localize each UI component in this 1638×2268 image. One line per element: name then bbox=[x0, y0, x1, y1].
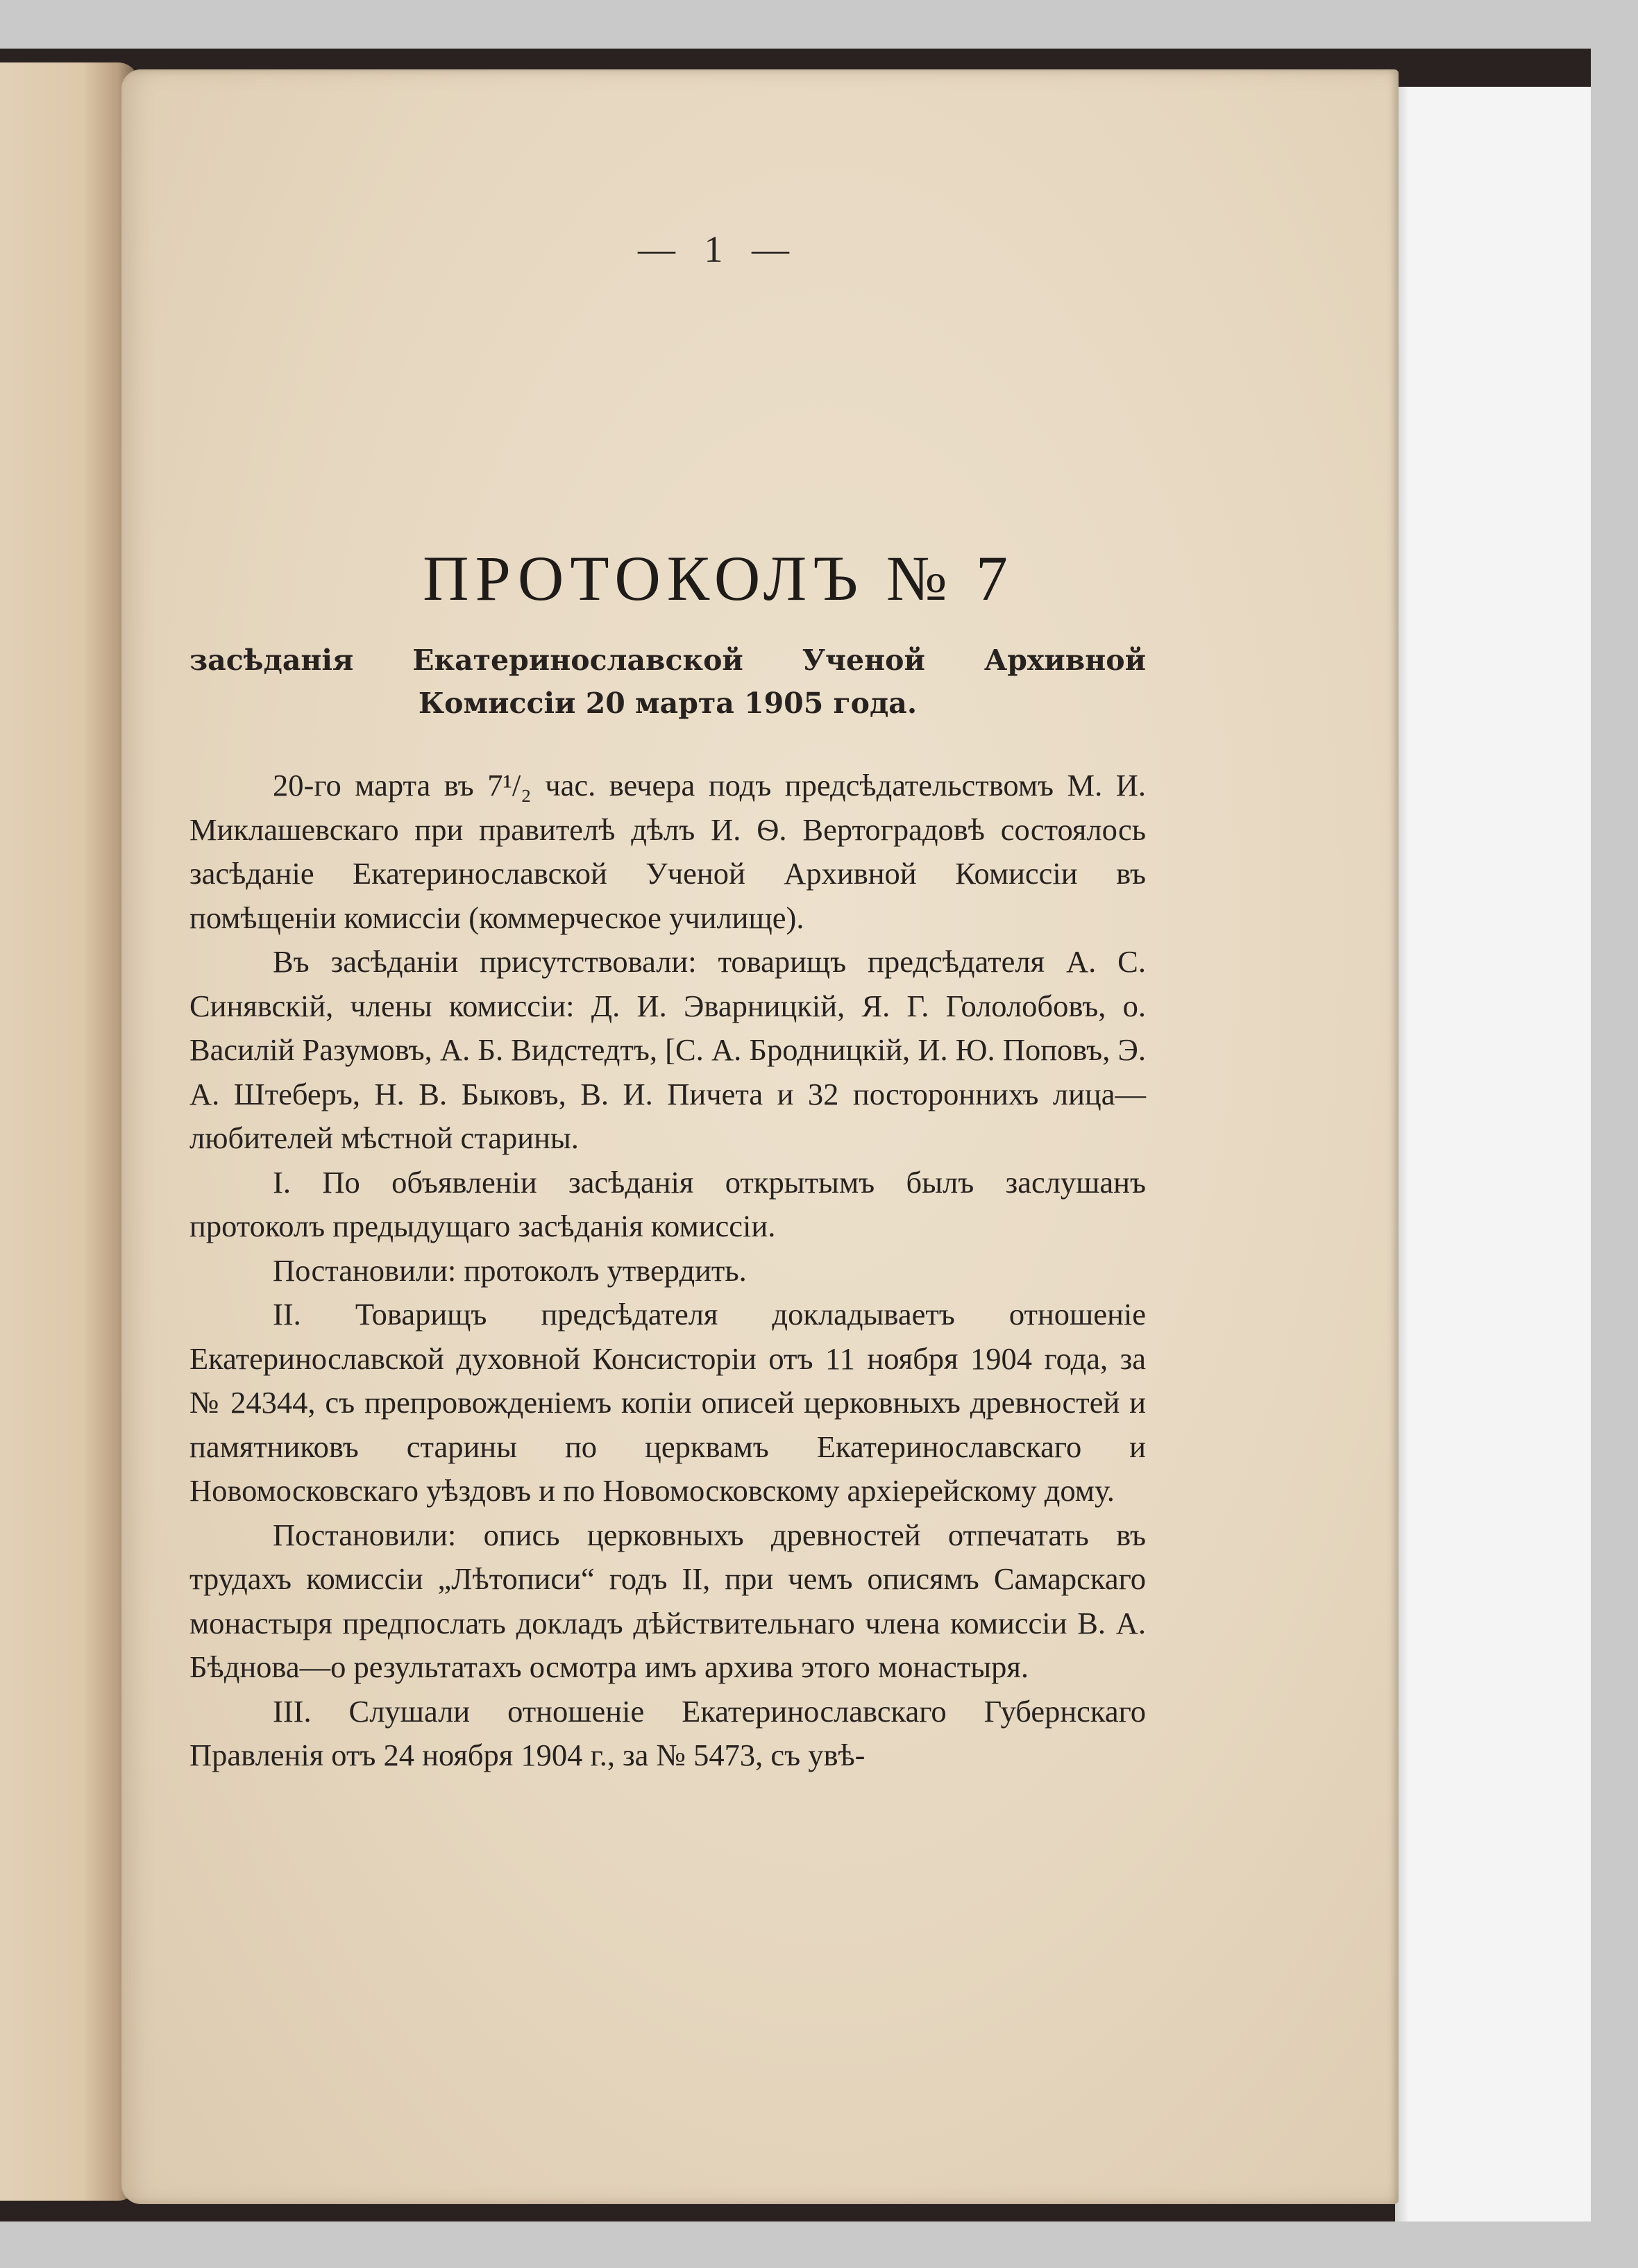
paragraph-item-1: I. По объявленіи засѣданія открытымъ былъ заслушанъ протоколъ предыдущаго засѣданія комиссіи. bbox=[189, 1164, 1146, 1243]
white-backing-sheet bbox=[1395, 87, 1591, 2221]
paragraph-opening: 20-го марта въ 7¹/₂ час. вечера подъ предсѣдательствомъ М. И. Миклашевскаго при правителѣ дѣлъ И. Ѳ. Вертоградовѣ состоялось засѣданіе Екатеринославской Ученой Архивной Комиссіи въ помѣщеніи комиссіи (коммерческое училище). bbox=[189, 768, 1146, 935]
scanned-book-spread bbox=[0, 49, 1591, 2221]
paragraph-item-3: III. Слушали отношеніе Екатеринославскаго Губернскаго Правленія отъ 24 ноября 1904 г., за № 5473, съ увѣ- bbox=[189, 1693, 1146, 1772]
paragraph-resolution-1: Постановили: протоколъ утвердить. bbox=[273, 1252, 747, 1288]
paragraph-attendees: Въ засѣданіи присутствовали: товарищъ предсѣдателя А. С. Синявскій, члены комиссіи: Д. И. Эварницкій, Я. Г. Гололобовъ, о. Василій Разумовъ, А. Б. Видстедтъ, [С. А. Бродницкій, И. Ю. Поповъ, Э. А. Штеберъ, Н. В. Быковъ, В. И. Пичета и 32 постороннихъ лица—любителей мѣстной старины. bbox=[189, 944, 1146, 1155]
paragraph-item-2: II. Товарищъ предсѣдателя докладываетъ отношеніе Екатеринославской духовной Консисторіи отъ 11 ноября 1904 года, за № 24344, съ препровожденіемъ копіи описей церковныхъ древностей и памятниковъ старины по церквамъ Екатеринославскаго и Новомосковскаго уѣздовъ и по Новомосковскому архіерейскому дому. bbox=[189, 1297, 1146, 1508]
page-number: — 1 — bbox=[638, 228, 799, 270]
protocol-title: ПРОТОКОЛЪ № 7 bbox=[423, 543, 1014, 614]
previous-page-edge bbox=[0, 62, 139, 2201]
paragraph-resolution-2: Постановили: опись церковныхъ древностей отпечатать въ трудахъ комиссіи „Лѣтописи“ годъ II, при чемъ описямъ Самарскаго монастыря предпослать докладъ дѣйствительнаго члена комиссіи В. А. Бѣднова—о результатахъ осмотра имъ архива этого монастыря. bbox=[189, 1517, 1146, 1684]
book-page bbox=[121, 69, 1399, 2204]
protocol-body bbox=[189, 764, 1146, 1778]
protocol-subtitle: засѣданія Екатеринославской Ученой Архивной Комиссіи 20 марта 1905 года. bbox=[189, 644, 1146, 720]
